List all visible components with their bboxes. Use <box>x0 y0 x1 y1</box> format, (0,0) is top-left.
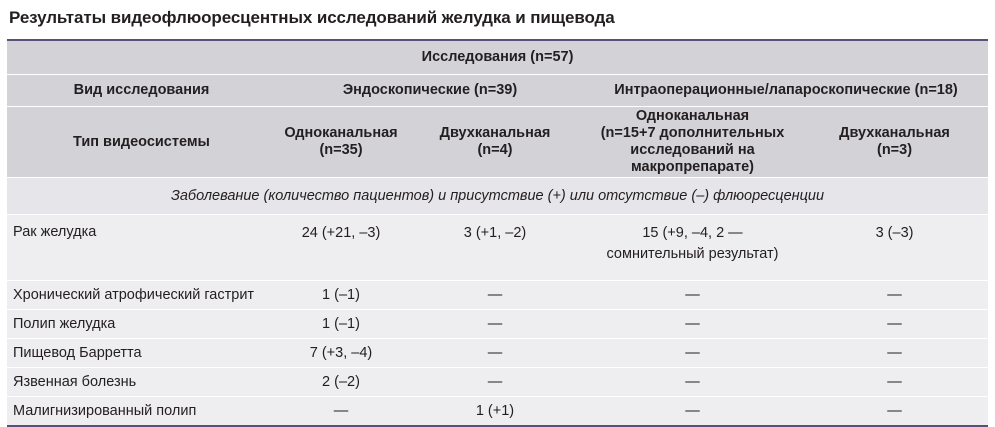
cell-endo-single: 1 (–1) <box>276 310 406 339</box>
table-title: Результаты видеофлюоресцентных исследований желудка и пищевода <box>9 8 615 27</box>
header-study-type: Вид исследования <box>7 75 276 106</box>
cell-intra-dual: — <box>801 397 988 426</box>
header-row-video-system <box>7 107 988 178</box>
cell-endo-single: 24 (+21, –3) <box>276 215 406 281</box>
cell-intra-single: — <box>584 281 801 310</box>
header-studies: Исследования (n=57) <box>7 41 988 74</box>
header-line: Двухканальная <box>839 125 950 141</box>
row-label: Язвенная болезнь <box>7 368 276 397</box>
cell-intra-dual: — <box>801 281 988 310</box>
cell-endo-dual: — <box>406 368 584 397</box>
table-row <box>7 368 988 397</box>
header-line: (n=15+7 дополнительных <box>600 125 785 141</box>
table-row <box>7 281 988 310</box>
header-video-system: Тип видеосистемы <box>7 107 276 178</box>
cell-intra-single <box>584 215 801 281</box>
cell-endo-dual: — <box>406 339 584 368</box>
header-endoscopic: Эндоскопические (n=39) <box>276 75 584 106</box>
cell-intra-single: — <box>584 339 801 368</box>
condition-caption-row <box>7 178 988 215</box>
table-row <box>7 397 988 426</box>
condition-caption: Заболевание (количество пациентов) и присутствие (+) или отсутствие (–) флюоресценции <box>7 178 988 215</box>
header-intra-single <box>584 107 801 178</box>
table-row <box>7 215 988 281</box>
cell-intra-single: — <box>584 310 801 339</box>
header-line: (n=4) <box>477 142 513 158</box>
cell-endo-dual: 1 (+1) <box>406 397 584 426</box>
header-row-study-type <box>7 75 988 106</box>
table-row <box>7 310 988 339</box>
row-label: Рак желудка <box>7 215 276 281</box>
cell-endo-single: 2 (–2) <box>276 368 406 397</box>
header-line: (n=3) <box>877 142 913 158</box>
row-label: Полип желудка <box>7 310 276 339</box>
cell-endo-dual: — <box>406 281 584 310</box>
header-intra-dual <box>801 107 988 178</box>
cell-line: 15 (+9, –4, 2 — <box>642 225 743 241</box>
cell-intra-single: — <box>584 368 801 397</box>
cell-endo-single: 7 (+3, –4) <box>276 339 406 368</box>
header-intraoperative: Интраоперационные/лапароскопические (n=18) <box>584 75 988 106</box>
row-label: Пищевод Барретта <box>7 339 276 368</box>
header-line: Одноканальная <box>635 108 750 124</box>
header-line: (n=35) <box>319 142 363 158</box>
header-row-studies <box>7 41 988 74</box>
cell-intra-dual: — <box>801 339 988 368</box>
row-label: Хронический атрофический гастрит <box>7 281 276 310</box>
results-table-wrapper <box>7 39 988 427</box>
cell-intra-dual: — <box>801 368 988 397</box>
cell-endo-dual: — <box>406 310 584 339</box>
header-line: Двухканальная <box>439 125 551 141</box>
header-line: исследований на макропрепарате) <box>630 142 755 175</box>
header-endo-single <box>276 107 406 178</box>
row-label: Малигнизированный полип <box>7 397 276 426</box>
cell-endo-single: — <box>276 397 406 426</box>
cell-intra-dual: — <box>801 310 988 339</box>
cell-intra-dual: 3 (–3) <box>801 215 988 281</box>
table-row <box>7 339 988 368</box>
results-table <box>7 41 988 425</box>
cell-endo-single: 1 (–1) <box>276 281 406 310</box>
cell-line: сомнительный результат) <box>606 246 779 262</box>
cell-intra-single: — <box>584 397 801 426</box>
header-line: Одноканальная <box>284 125 398 141</box>
header-endo-dual <box>406 107 584 178</box>
cell-endo-dual: 3 (+1, –2) <box>406 215 584 281</box>
